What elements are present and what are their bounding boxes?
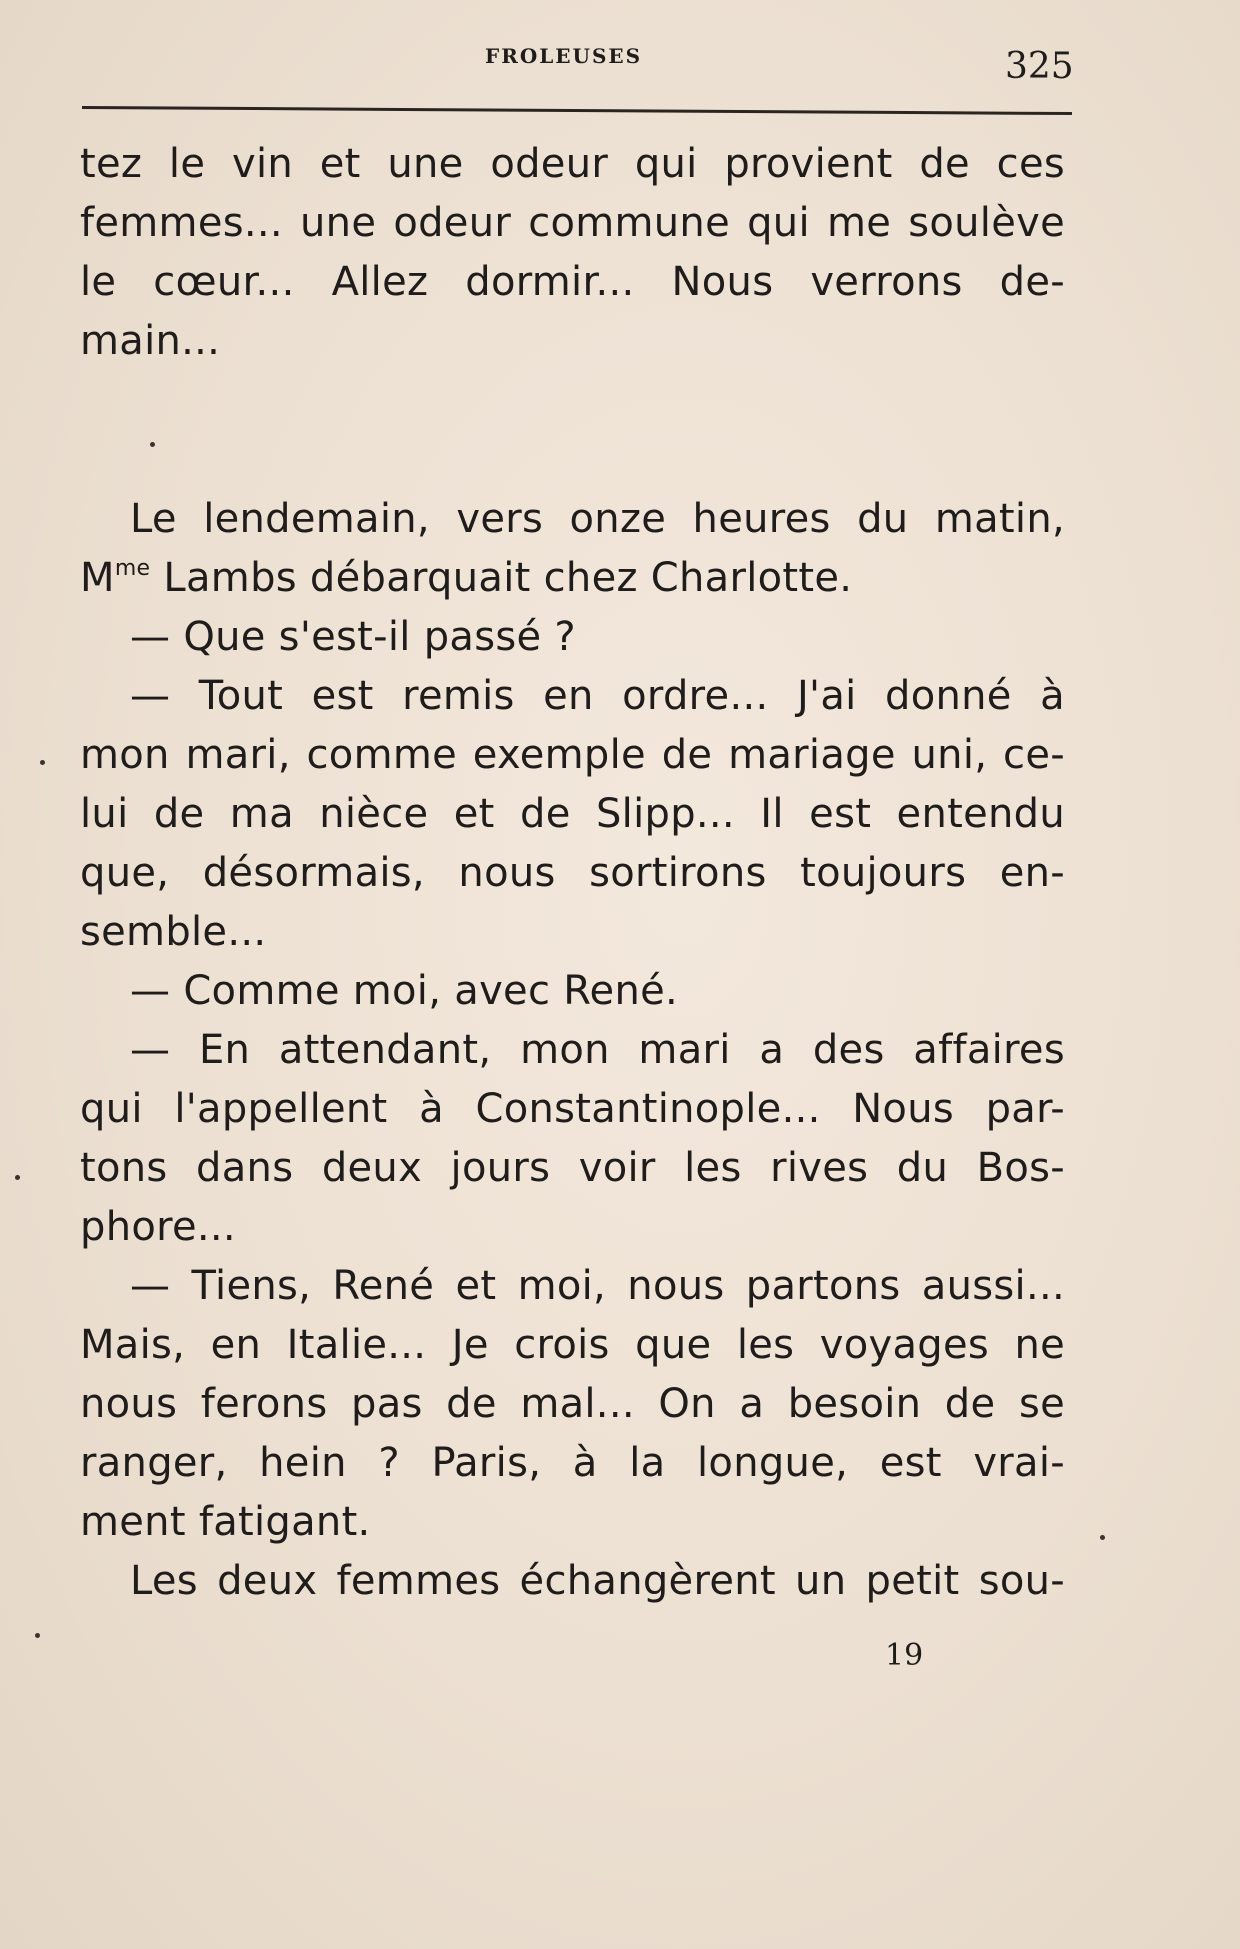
text-line: tons dans deux jours voir les rives du Bos- — [80, 1145, 1065, 1191]
text-line-rest: Lambs débarquait chez Charlotte. — [163, 555, 853, 601]
text-line: semble... — [80, 909, 267, 955]
text-line: Le lendemain, vers onze heures du matin, — [130, 496, 1065, 542]
paper-speck — [15, 1175, 20, 1180]
text-line: mon mari, comme exemple de mariage uni, ce- — [80, 732, 1065, 778]
page-number: 325 — [1005, 46, 1074, 87]
text-line: nous ferons pas de mal... On a besoin de se — [80, 1381, 1065, 1427]
text-line — [80, 549, 1065, 608]
paragraph-lendemain — [80, 490, 1065, 608]
text-line: qui l'appellent à Constantinople... Nous par- — [80, 1086, 1065, 1132]
paper-speck — [35, 1633, 40, 1638]
paper-speck — [150, 442, 155, 447]
signature-mark: 19 — [885, 1638, 924, 1673]
text-line: Les deux femmes échangèrent un petit sou- — [130, 1558, 1065, 1604]
text-line: ment fatigant. — [80, 1499, 371, 1545]
text-line: — En attendant, mon mari a des affaires — [130, 1027, 1065, 1073]
text-line: — Que s'est-il passé ? — [130, 614, 576, 660]
text-line: le cœur... Allez dormir... Nous verrons de- — [80, 259, 1065, 305]
title-abbrev-sup: me — [114, 556, 151, 581]
paper-speck — [40, 760, 45, 765]
dialogue-block — [80, 608, 1065, 1611]
running-title: FROLEUSES — [485, 44, 643, 68]
text-line: ranger, hein ? Paris, à la longue, est vrai- — [80, 1440, 1065, 1486]
text-line: — Comme moi, avec René. — [130, 968, 679, 1014]
text-line: lui de ma nièce et de Slipp... Il est entendu — [80, 791, 1065, 837]
text-line: Mais, en Italie... Je crois que les voyages ne — [80, 1322, 1065, 1368]
text-line: — Tout est remis en ordre... J'ai donné à — [130, 673, 1065, 719]
paragraph-continuation — [80, 135, 1065, 371]
text-line: main... — [80, 318, 221, 364]
header-rule — [82, 106, 1072, 115]
title-abbrev: M — [80, 555, 115, 601]
paper-speck — [1100, 1535, 1105, 1540]
text-line: que, désormais, nous sortirons toujours en- — [80, 850, 1065, 896]
text-line: femmes... une odeur commune qui me soulève — [80, 200, 1065, 246]
text-line: phore... — [80, 1204, 236, 1250]
text-line: tez le vin et une odeur qui provient de ces — [80, 141, 1065, 187]
text-line: — Tiens, René et moi, nous partons aussi... — [130, 1263, 1065, 1309]
